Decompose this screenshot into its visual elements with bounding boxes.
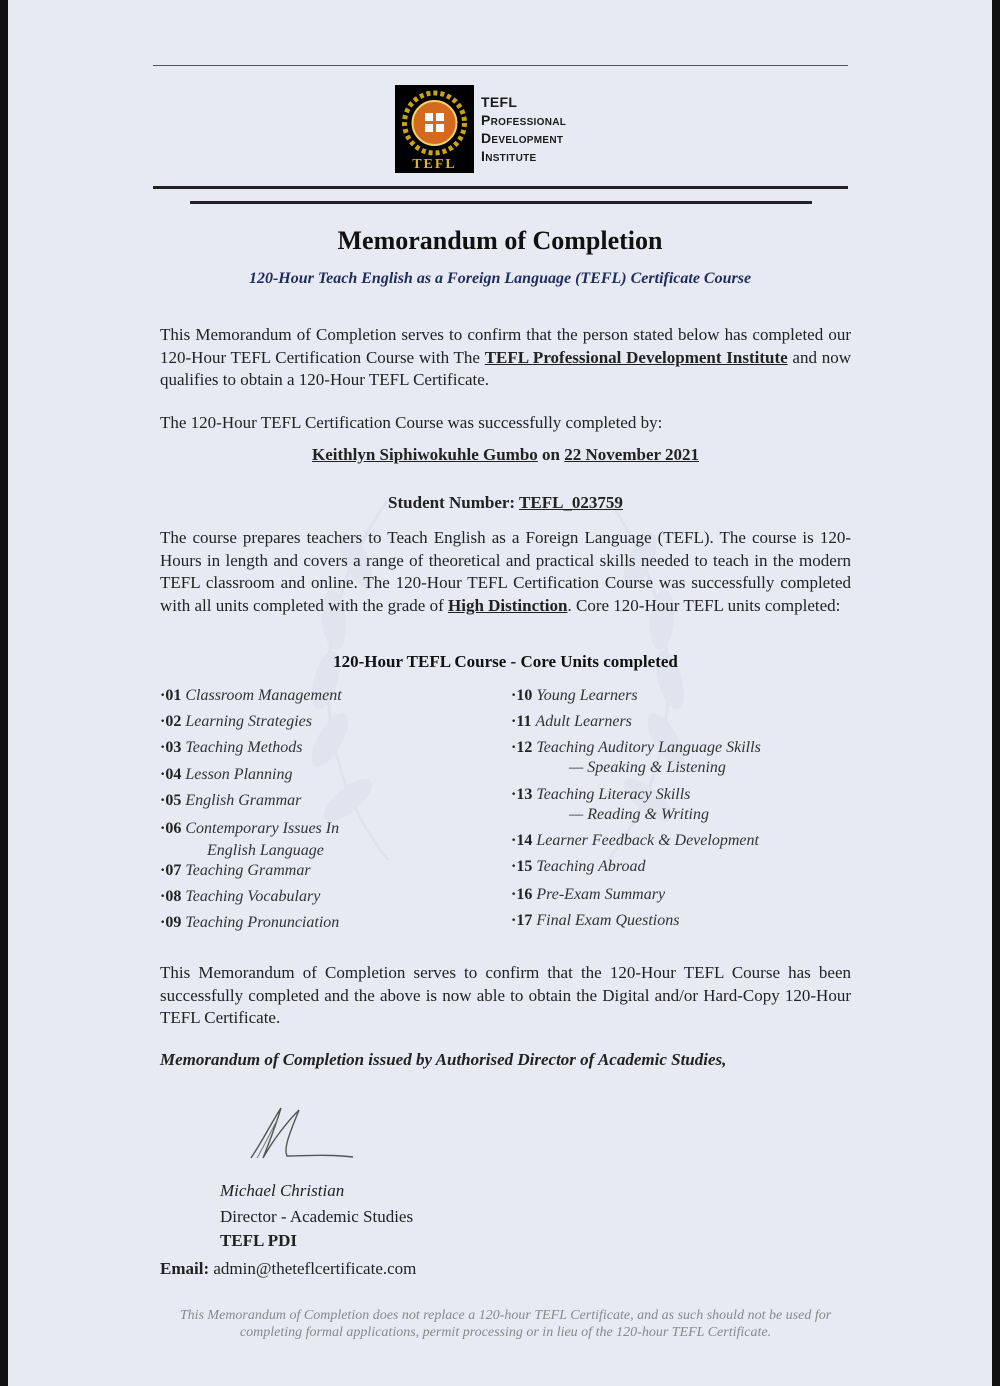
logo-line: Institute — [481, 148, 537, 164]
header-rule-inner — [190, 201, 812, 204]
unit-number: ·09 — [160, 914, 182, 931]
unit-item — [511, 686, 638, 706]
unit-title: Classroom Management — [185, 687, 342, 704]
unit-title: English Grammar — [185, 792, 302, 809]
student-name-line — [160, 445, 851, 465]
unit-title: Teaching Abroad — [536, 858, 646, 875]
tefl-emblem-icon — [395, 85, 474, 173]
course-text-after: . Core 120-Hour TEFL units completed: — [567, 595, 841, 615]
grade: High Distinction — [448, 595, 568, 615]
unit-item — [511, 911, 679, 931]
logo-line: Professional — [481, 112, 567, 128]
unit-item — [160, 791, 301, 811]
course-paragraph — [160, 527, 851, 617]
unit-number: ·02 — [160, 713, 182, 730]
student-name: Keithlyn Siphiwokuhle Gumbo — [311, 445, 538, 464]
unit-item — [511, 712, 632, 732]
signatory-name: Michael Christian — [220, 1181, 345, 1200]
unit-title: Teaching Vocabulary — [185, 888, 321, 905]
unit-item — [160, 819, 339, 861]
unit-number: ·14 — [511, 832, 533, 849]
unit-number: ·15 — [511, 858, 533, 875]
tefl-logo — [395, 85, 474, 173]
unit-item — [511, 831, 759, 851]
unit-number: ·06 — [160, 820, 182, 837]
unit-number: ·05 — [160, 792, 182, 809]
logo-institute-name — [481, 93, 566, 165]
unit-item — [160, 765, 292, 785]
intro-text-before: This Memorandum of Completion serves to confirm that the person stated below has completed our 120-Hour TEFL Certification Course with The — [160, 325, 851, 367]
unit-item — [160, 712, 312, 732]
student-on: on — [537, 445, 565, 464]
unit-title: Lesson Planning — [185, 766, 293, 783]
unit-item — [160, 913, 339, 933]
institute-name: TEFL Professional Development Institute — [484, 347, 788, 367]
unit-item — [511, 738, 761, 778]
logo-line: Development — [481, 130, 564, 146]
course-subtitle: 120-Hour Teach English as a Foreign Language (TEFL) Certificate Course — [248, 270, 752, 287]
unit-title: Young Learners — [536, 687, 638, 704]
top-rule — [153, 65, 848, 66]
unit-number: ·04 — [160, 766, 182, 783]
unit-title: Teaching Auditory Language Skills — [536, 739, 761, 756]
unit-item — [511, 885, 665, 905]
unit-number: ·12 — [511, 739, 533, 756]
unit-item — [160, 861, 311, 881]
email-label: Email: — [160, 1259, 210, 1278]
unit-title-cont: — Speaking & Listening — [569, 759, 726, 776]
email-line — [160, 1259, 416, 1279]
page-title: Memorandum of Completion — [337, 226, 663, 255]
unit-number: ·08 — [160, 888, 182, 905]
signatory-org: TEFL PDI — [220, 1231, 297, 1250]
unit-title: Teaching Grammar — [185, 862, 311, 879]
unit-number: ·03 — [160, 739, 182, 756]
signatory-role: Director - Academic Studies — [220, 1207, 414, 1226]
unit-title: Adult Learners — [535, 713, 632, 730]
signature-icon — [243, 1100, 358, 1165]
unit-number: ·16 — [511, 886, 533, 903]
memorandum-page — [8, 0, 992, 1386]
closing-paragraph: This Memorandum of Completion serves to confirm that the 120-Hour TEFL Course has been successfully completed and the above is now able to obtain the Digital and/or Hard-Copy 120-Hour TEFL Certificate. — [160, 963, 851, 1027]
student-number-line — [160, 493, 851, 513]
unit-title: Learning Strategies — [185, 713, 313, 730]
email-value[interactable]: admin@theteflcertificate.com — [213, 1259, 417, 1278]
disclaimer: This Memorandum of Completion does not replace a 120-hour TEFL Certificate, and as such should not be used for completing formal applications, permit processing or in lieu of the 120-hour TEFL Certificate. — [179, 1308, 832, 1340]
unit-title: Teaching Pronunciation — [185, 914, 340, 931]
unit-title-cont: — Reading & Writing — [569, 806, 709, 823]
unit-title-cont: English Language — [207, 842, 324, 859]
unit-number: ·07 — [160, 862, 182, 879]
course-text-before: The course prepares teachers to Teach English as a Foreign Language (TEFL). The course is 120-Hours in length and covers a range of theoretical and practical skills needed to teach in the modern TEFL classroom and online. The 120-Hour TEFL Certification Course was successfully completed with all units completed with the grade of — [160, 528, 851, 615]
unit-item — [160, 738, 303, 758]
unit-number: ·01 — [160, 687, 182, 704]
student-number: TEFL_023759 — [519, 493, 623, 512]
unit-item — [511, 857, 646, 877]
unit-number: ·13 — [511, 786, 533, 803]
completion-date: 22 November 2021 — [564, 445, 699, 464]
student-number-label: Student Number: — [388, 493, 520, 512]
unit-number: ·10 — [511, 687, 533, 704]
issued-by: Memorandum of Completion issued by Authorised Director of Academic Studies, — [160, 1050, 727, 1069]
unit-title: Learner Feedback & Development — [536, 832, 759, 849]
unit-number: ·11 — [511, 713, 532, 730]
completed-by-label: The 120-Hour TEFL Certification Course was successfully completed by: — [160, 413, 663, 432]
logo-line: TEFL — [481, 94, 518, 110]
svg-text:TEFL: TEFL — [412, 157, 457, 172]
unit-title: Teaching Literacy Skills — [536, 786, 691, 803]
unit-title: Final Exam Questions — [536, 912, 680, 929]
unit-title: Contemporary Issues In — [185, 820, 340, 837]
intro-paragraph — [160, 324, 851, 392]
intro-text-after: and now qualifies to obtain a 120-Hour TEFL Certificate. — [160, 347, 851, 389]
unit-title: Pre-Exam Summary — [536, 886, 666, 903]
unit-number: ·17 — [511, 912, 533, 929]
unit-item — [511, 785, 709, 825]
units-heading: 120-Hour TEFL Course - Core Units completed — [333, 652, 678, 671]
header-rule-thick — [153, 186, 848, 189]
unit-title: Teaching Methods — [185, 739, 303, 756]
unit-item — [160, 887, 320, 907]
unit-item — [160, 686, 342, 706]
